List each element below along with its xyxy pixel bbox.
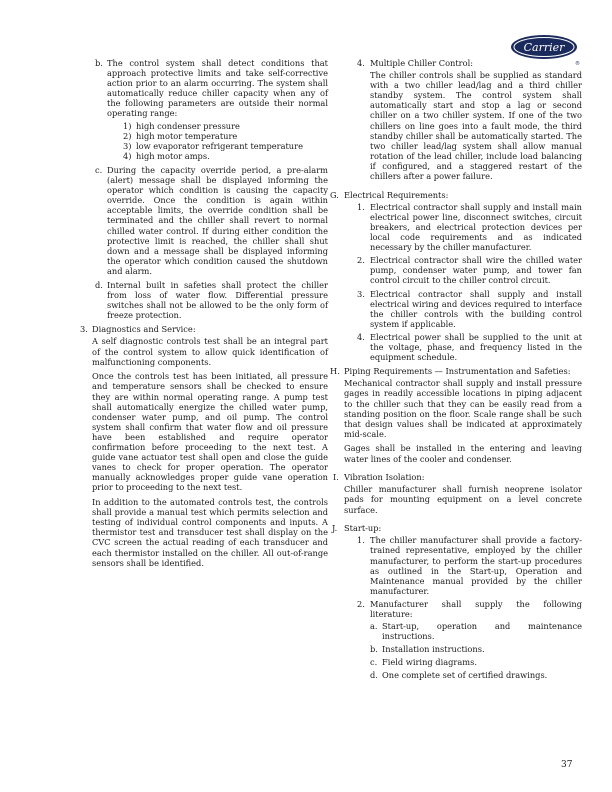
section-4-title: Multiple Chiller Control: bbox=[370, 58, 474, 68]
list-item: 1. The chiller manufacturer shall provide a factory-trained representative, employed by the chiller manufacturer, to perform the start-up procedures as outlined in the Start-up, Operation and Maintenance manual provided by the chiller manufacturer. bbox=[357, 535, 582, 596]
section-i-title: Vibration Isolation: bbox=[344, 472, 425, 483]
item-d-text: Internal built in safeties shall protect the chiller from loss of water flow. Differential pressure switches shall not be allowed to be the only form of freeze protection. bbox=[107, 279, 328, 321]
section-4: 4. Multiple Chiller Control: The chiller controls shall be supplied as standard with a two chiller lead/lag and a third chiller standby system. The control system shall automatically start and stop a lag or second chiller on a two chiller system. If one of the two chillers on line goes into a fault mode, the third standby chiller shall be automatically started. The two chiller lead/lag system shall allow manual rotation of the lead chiller, include load balancing if configured, and a staggered restart of the chillers after a power failure. bbox=[357, 58, 582, 182]
item-b-text: The control system shall detect conditions that approach protective limits and take self-corrective action prior to an alarm occurring. The system shall automatically reduce chiller capacity when any of the following parameters are outside their normal operating range: bbox=[107, 58, 328, 119]
list-item: 2. Electrical contractor shall wire the chilled water pump, condenser water pump, and tower fan control circuit to the chiller control circuit. bbox=[357, 255, 582, 286]
paragraph: Chiller manufacturer shall furnish neoprene isolator pads for mounting equipment on a level concrete surface. bbox=[344, 484, 582, 515]
list-item: high condenser pressure bbox=[136, 120, 240, 131]
literature-item: d. One complete set of certified drawings. bbox=[370, 670, 548, 681]
paragraph: A self diagnostic controls test shall be an integral part of the control system to allow quick identification of malfunctioning components. bbox=[92, 336, 328, 367]
paragraph: In addition to the automated controls test, the controls shall provide a manual test which permits selection and testing of individual control components and inputs. A thermistor test and transducer test shall display on the CVC screen the actual reading of each transducer and each thermistor installed on the chiller. All out-of-range sensors shall be identified. bbox=[92, 497, 328, 568]
item-b: b. The control system shall detect conditions that approach protective limits and take self-corrective action prior to an alarm occurring. The system shall automatically reduce chiller capacity when any of the following parameters are outside their normal operating range: 1) high condenser pressure 2) high motor temperature 3) low evaporator refrigerant temperature 4) high motor amps. bbox=[95, 58, 328, 161]
left-column bbox=[80, 58, 328, 572]
section-g-title: Electrical Requirements: bbox=[344, 189, 449, 200]
right-column bbox=[330, 58, 582, 681]
item-c: c. During the capacity override period, a pre-alarm (alert) message shall be displayed informing the operator which condition is causing the capacity override. Once the condition is again within acceptable limits, the override condition shall be terminated and the chiller shall revert to normal chilled water control. If during either condition the protective limit is reached, the chiller shall shut down and a message shall be displayed informing the operator which condition caused the shutdown and alarm. bbox=[95, 164, 328, 276]
carrier-logo-text: Carrier bbox=[523, 41, 565, 54]
section-3-title: Diagnostics and Service: bbox=[92, 324, 196, 335]
list-item: high motor temperature bbox=[136, 130, 238, 141]
literature-item: c. Field wiring diagrams. bbox=[370, 657, 477, 668]
paragraph: The chiller controls shall be supplied as standard with a two chiller lead/lag and a third chiller standby system. The control system shall automatically start and stop a lag or second chiller on a two chiller system. If one of the two chillers on line goes into a fault mode, the third standby chiller shall be automatically started. The two chiller lead/lag system shall allow manual rotation of the lead chiller, include load balancing if configured, and a staggered restart of the chillers after a power failure. bbox=[370, 70, 582, 182]
list-item: high motor amps. bbox=[136, 150, 210, 161]
list-item: low evaporator refrigerant temperature bbox=[136, 140, 303, 151]
section-3: 3. Diagnostics and Service: A self diagnostic controls test shall be an integral part of the control system to allow quick identification of malfunctioning components. Once the controls test has been initiated, all pressure and temperature sensors shall be checked to ensure they are within normal operating range. A pump test shall automatically energize the chilled water pump, condenser water pump, and oil pump. The control system shall confirm that water flow and oil pressure have been established and require operator confirmation before proceeding to the next test. A guide vane actuator test shall open and close the guide vanes to check for proper operation. The operator manually acknowledges proper guide vane operation prior to proceeding to the next test. In addition to the automated controls test, the controls shall provide a manual test which permits selection and testing of individual control components and inputs. A thermistor test and transducer test shall display on the CVC screen the actual reading of each transducer and each thermistor installed on the chiller. All out-of-range sensors shall be identified. bbox=[80, 324, 328, 568]
item-c-text: During the capacity override period, a pre-alarm (alert) message shall be displayed informing the operator which condition is causing the capacity override. Once the condition is again within acceptable limits, the override condition shall be terminated and the chiller shall revert to normal chilled water control. If during either condition the protective limit is reached, the chiller shall shut down and a message shall be displayed informing the operator which condition caused the shutdown and alarm. bbox=[107, 164, 328, 276]
paragraph: Once the controls test has been initiated, all pressure and temperature sensors shall be checked to ensure they are within normal operating range. A pump test shall automatically energize the chilled water pump, condenser water pump, and oil pump. The control system shall confirm that water flow and oil pressure have been established and require operator confirmation before proceeding to the next test. A guide vane actuator test shall open and close the guide vanes to check for proper operation. The operator manually acknowledges proper guide vane operation prior to proceeding to the next test. bbox=[92, 371, 328, 493]
svg-text:®: ® bbox=[575, 61, 580, 67]
parameter-list: 1) high condenser pressure 2) high motor temperature 3) low evaporator refrigerant temperature 4) high motor amps. bbox=[123, 120, 303, 161]
section-j-title: Start-up: bbox=[344, 523, 382, 534]
section-h-title: Piping Requirements — Instrumentation and Safeties: bbox=[344, 366, 571, 377]
paragraph: Gages shall be installed in the entering and leaving water lines of the cooler and condenser. bbox=[344, 443, 582, 464]
section-h: H. Piping Requirements — Instrumentation and Safeties: Mechanical contractor shall supply and install pressure gages in readily accessible locations in piping adjacent to the chiller such that they can be easily read from a standing position on the floor. Scale range shall be such that design values shall be indicated at approximately mid-scale. Gages shall be installed in the entering and leaving water lines of the cooler and condenser. bbox=[330, 366, 582, 464]
list-item: 3. Electrical contractor shall supply and install electrical wiring and devices required to interface the chiller controls with the building control system if applicable. bbox=[357, 288, 582, 329]
literature-item: b. Installation instructions. bbox=[370, 644, 485, 655]
section-i: I. Vibration Isolation: Chiller manufacturer shall furnish neoprene isolator pads for mounting equipment on a level concrete surface. bbox=[333, 472, 582, 515]
list-item: 1. Electrical contractor shall supply and install main electrical power line, disconnect switches, circuit breakers, and electrical protection devices per local code requirements and as indicated necessary by the chiller manufacturer. bbox=[357, 201, 582, 253]
section-g: G. Electrical Requirements: 1. Electrical contractor shall supply and install main electrical power line, disconnect switches, circuit breakers, and electrical protection devices per local code requirements and as indicated necessary by the chiller manufacturer. 2. Electrical contractor shall wire the chilled water pump, condenser water pump, and tower fan control circuit to the chiller control circuit. 3. Electrical contractor shall supply and install electrical wiring and devices required to interface the chiller controls with the building control system if applicable. 4. Electrical power shall be supplied to the unit at the voltage, phase, and frequency listed in the equipment schedule. bbox=[330, 189, 582, 363]
paragraph: Mechanical contractor shall supply and install pressure gages in readily accessible locations in piping adjacent to the chiller such that they can be easily read from a standing position on the floor. Scale range shall be such that design values shall be indicated at approximately mid-scale. bbox=[344, 378, 582, 439]
item-d: d. Internal built in safeties shall protect the chiller from loss of water flow. Differential pressure switches shall not be allowed to be the only form of freeze protection. bbox=[95, 279, 328, 321]
list-item: 4. Electrical power shall be supplied to the unit at the voltage, phase, and frequency listed in the equipment schedule. bbox=[357, 331, 582, 363]
page-number: 37 bbox=[561, 760, 573, 770]
literature-item: a. Start-up, operation and maintenance instructions. bbox=[370, 621, 582, 642]
list-item: 2. Manufacturer shall supply the following literature: a. Start-up, operation and maintenance instructions. b. Installation instructions. c. Field wiring diagrams. d. One complete set of certified drawings. bbox=[357, 598, 582, 681]
section-j: J. Start-up: 1. The chiller manufacturer shall provide a factory-trained representative, employed by the chiller manufacturer, to perform the start-up procedures as outlined in the Start-up, Operation and Maintenance manual provided by the chiller manufacturer. 2. Manufacturer shall supply the following literature: a. Start-up, operation and maintenance instructions. b. Installation instructions. c. Field wiring diagrams. d. One complete set of certified drawings. bbox=[332, 523, 582, 681]
